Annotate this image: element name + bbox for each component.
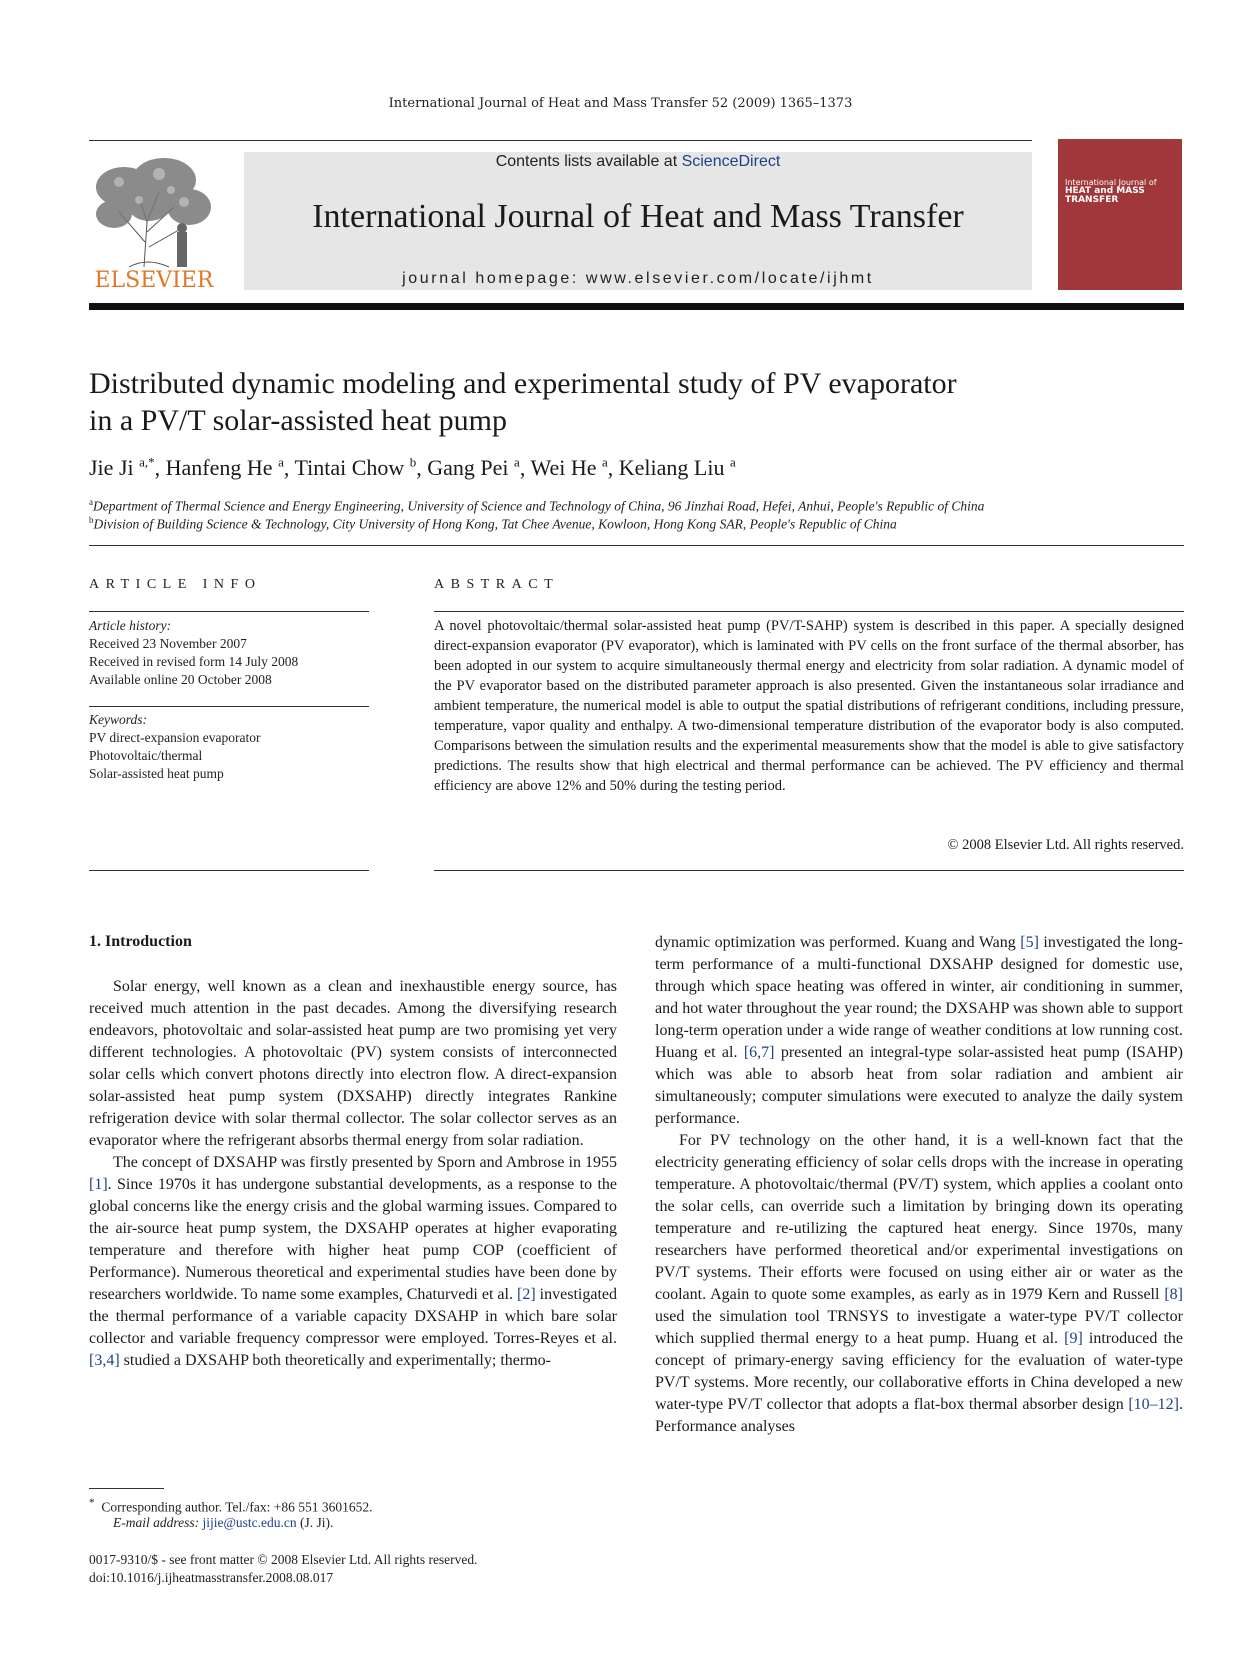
- abstract-bottom-rule: [434, 870, 1184, 871]
- section-heading: 1. Introduction: [89, 933, 192, 950]
- corresponding-author-note: * Corresponding author. Tel./fax: +86 551 3601652.: [89, 1497, 373, 1515]
- journal-title: International Journal of Heat and Mass Transfer: [312, 198, 964, 235]
- author: Tintai Chow $^b$: [294, 455, 417, 481]
- affiliation-a: $^a$Department of Thermal Science and Energy Engineering, University of Science and Technology of China, 96 Jinzhai Road, Hefei, Anhui, People's Republic of China: [89, 497, 985, 514]
- footnote-rule: [89, 1488, 164, 1489]
- author-list: Jie Ji $^{a,*}$, Hanfeng He $^a$, Tintai Chow $^b$, Gang Pei $^a$, Wei He $^a$, Keliang Liu $^a$: [89, 455, 736, 481]
- keywords-block: [89, 711, 369, 783]
- abstract-heading: ABSTRACT: [434, 577, 560, 592]
- issn-line: 0017-9310/$ - see front matter © 2008 Elsevier Ltd. All rights reserved.: [89, 1552, 478, 1567]
- keyword: PV direct-expansion evaporator: [89, 730, 261, 745]
- journal-homepage[interactable]: journal homepage: www.elsevier.com/locate/ijhmt: [402, 270, 874, 287]
- citation-link[interactable]: [9]: [1064, 1330, 1083, 1347]
- abstract-copyright: © 2008 Elsevier Ltd. All rights reserved.: [947, 837, 1184, 853]
- citation-link[interactable]: [2]: [517, 1286, 536, 1303]
- citation-link[interactable]: [3,4]: [89, 1352, 120, 1369]
- cover-line-2: HEAT and MASS: [1065, 186, 1145, 196]
- abstract-rule: [434, 611, 1184, 612]
- paragraph: dynamic optimization was performed. Kuang and Wang [5] investigated the long-term performance of a multi-functional DXSAHP designed for domestic use, through which space heating was offered in winter, air conditioning in summer, and hot water throughout the year round; the DXSAHP was shown able to support long-term operation under a wide range of weather conditions at low running cost. Huang et al. [6,7] presented an integral-type solar-assisted heat pump (ISAHP) which was able to absorb heat from solar radiation and ambient air simultaneously; computer simulations were executed to analyze the daily system performance.: [655, 934, 1184, 1127]
- paragraph: Solar energy, well known as a clean and inexhaustible energy source, has received much attention in the past decades. Among the diversifying research endeavors, photovoltaic and solar-assisted heat pump are two promising yet very different technologies. A photovoltaic (PV) system consists of interconnected solar cells which convert photons directly into electron flow. A direct-expansion solar-assisted heat pump system (DXSAHP) directly integrates Rankine refrigeration device with solar thermal collector. The solar collector serves as an evaporator where the refrigerant absorbs thermal energy from solar radiation.: [89, 978, 617, 1149]
- keyword: Solar-assisted heat pump: [89, 766, 224, 781]
- online-date: Available online 20 October 2008: [89, 672, 272, 687]
- article-info-rule: [89, 611, 369, 612]
- author: Gang Pei $^a$: [427, 455, 520, 481]
- paragraph: The concept of DXSAHP was firstly presented by Sporn and Ambrose in 1955 [1]. Since 1970s it has undergone substantial developments, as a response to the global concerns like the energy crisis and the global warming issues. Compared to the air-source heat pump system, the DXSAHP operates at higher evaporating temperature and therefore with higher heat pump COP (coefficient of Performance). Numerous theoretical and experimental studies have been done by researchers worldwide. To name some examples, Chaturvedi et al. [2] investigated the thermal performance of a variable capacity DXSAHP in which bare solar collector and variable frequency compressor were employed. Torres-Reyes et al. [3,4] studied a DXSAHP both theoretically and experimentally; thermo-: [89, 1154, 617, 1369]
- title-line-2: in a PV/T solar-assisted heat pump: [89, 404, 507, 437]
- history-label: Article history:: [89, 618, 172, 633]
- body-left-column: [89, 976, 617, 1372]
- cover-line-1: International Journal of: [1065, 178, 1157, 187]
- masthead-rule: [89, 303, 1184, 310]
- article-info-bottom-rule: [89, 870, 369, 871]
- doi-line[interactable]: doi:10.1016/j.ijheatmasstransfer.2008.08.017: [89, 1570, 334, 1585]
- received-date: Received 23 November 2007: [89, 636, 247, 651]
- sciencedirect-link[interactable]: ScienceDirect: [681, 153, 781, 170]
- author: Wei He $^a$: [530, 455, 608, 481]
- title-line-1: Distributed dynamic modeling and experimental study of PV evaporator: [89, 367, 957, 400]
- citation-link[interactable]: [10–12]: [1128, 1396, 1179, 1413]
- author: Hanfeng He $^a$: [165, 455, 284, 481]
- affiliation-rule: [89, 545, 1184, 546]
- running-head: International Journal of Heat and Mass Transfer 52 (2009) 1365–1373: [388, 96, 853, 111]
- article-info-heading: ARTICLE INFO: [89, 577, 262, 592]
- author: Keliang Liu $^a$: [618, 455, 736, 481]
- keywords-label: Keywords:: [89, 712, 147, 727]
- contents-prefix: Contents lists available at: [495, 153, 682, 170]
- journal-cover: [1058, 139, 1182, 290]
- citation-link[interactable]: [6,7]: [743, 1044, 775, 1061]
- body-right-column: [655, 932, 1183, 1438]
- publisher-wordmark: ELSEVIER: [94, 268, 214, 293]
- citation-link[interactable]: [8]: [1164, 1286, 1183, 1303]
- contents-line: [244, 153, 1032, 171]
- article-history: [89, 617, 369, 689]
- paragraph: For PV technology on the other hand, it is a well-known fact that the electricity generating efficiency of solar cells drops with the increase in operating temperature. A photovoltaic/thermal (PV/T) system, which applies a coolant onto the solar cells, can override such a limitation by bringing down its operating temperature and re-utilizing the captured heat energy. Since 1970s, many researchers have performed theoretical and/or experimental investigations on PV/T systems. Their efforts were focused on using either air or water as the coolant. Again to quote some examples, as early as in 1979 Kern and Russell [8] used the simulation tool TRNSYS to investigate a water-type PV/T collector which supplied thermal energy to a heat pump. Huang et al. [9] introduced the concept of primary-energy saving efficiency for the evaluation of water-type PV/T systems. More recently, our collaborative efforts in China developed a new water-type PV/T collector that adopts a flat-box thermal absorber design [10–12]. Performance analyses: [655, 1132, 1184, 1435]
- journal-cover-text: [1065, 178, 1175, 205]
- email-link[interactable]: jijie@ustc.edu.cn: [202, 1515, 297, 1530]
- history-rule: [89, 706, 369, 707]
- revised-date: Received in revised form 14 July 2008: [89, 654, 299, 669]
- author: Jie Ji $^{a,*}$: [89, 455, 155, 481]
- header-rule: [89, 140, 1032, 141]
- abstract-text: A novel photovoltaic/thermal solar-assisted heat pump (PV/T-SAHP) system is described in this paper. A specially designed direct-expansion evaporator (PV evaporator), which is laminated with PV cells on the front surface of the thermal absorber, has been adopted in our system to acquire simultaneously thermal energy and electricity from solar radiation. A dynamic model of the PV evaporator based on the distributed parameter approach is also presented. Given the instantaneous solar irradiance and ambient temperature, the numerical model is able to output the spatial distributions of refrigerant conditions, including pressure, temperature, vapor quality and enthalpy. A two-dimensional temperature distribution of the evaporator body is also computed. Comparisons between the simulation results and the experimental measurements show that the model is able to give satisfactory predictions. The results show that high electrical and thermal performance can be achieved. The PV efficiency and thermal efficiency are above 12% and 50% during the testing period.: [434, 618, 1184, 794]
- cover-line-3: TRANSFER: [1065, 195, 1119, 205]
- citation-link[interactable]: [5]: [1020, 934, 1039, 951]
- affiliation-b: $^b$Division of Building Science & Technology, City University of Hong Kong, Tat Chee Avenue, Kowloon, Hong Kong SAR, People's Republic of China: [89, 515, 897, 532]
- keyword: Photovoltaic/thermal: [89, 748, 203, 763]
- paper-title: [89, 365, 1089, 439]
- email-note: E-mail address: jijie@ustc.edu.cn (J. Ji).: [113, 1515, 334, 1530]
- citation-link[interactable]: [1]: [89, 1176, 108, 1193]
